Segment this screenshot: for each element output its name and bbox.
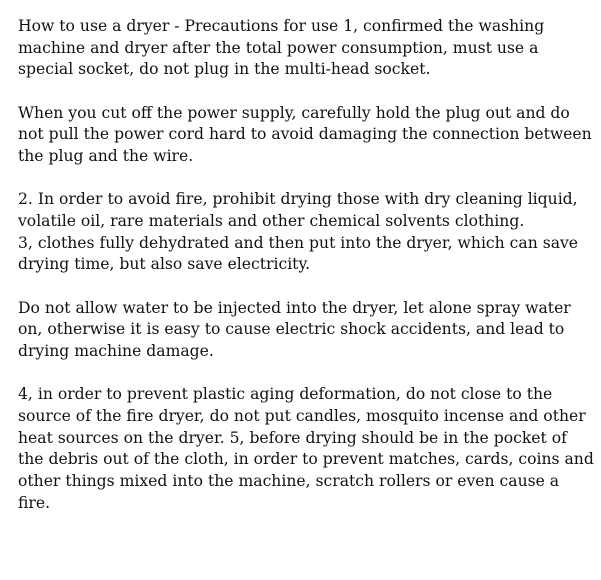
paragraph-power-supply: When you cut off the power supply, carefully hold the plug out and do not pull the power cord hard to avoid damaging the connection between the plug and the wire. [18,103,592,166]
paragraph-precaution-4-5: 4, in order to prevent plastic aging deformation, do not close to the source of the fire dryer, do not put candles, mosquito incense and other heat sources on the dryer. 5, before drying should be in the pocket of the debris out of the cloth, in order to prevent matches, cards, coins and other things mixed into the machine, scratch rollers or even cause a fire. [18,385,594,512]
paragraph-precaution-3: 3, clothes fully dehydrated and then put into the dryer, which can save drying time, but also save electricity. [18,233,579,274]
paragraph-water-warning: Do not allow water to be injected into the dryer, let alone spray water on, otherwise it is easy to cause electric shock accidents, and lead to drying machine damage. [18,298,571,360]
paragraph-precaution-2: 2. In order to avoid fire, prohibit drying those with dry cleaning liquid, volatile oil, rare materials and other chemical solvents clothing. [18,190,578,230]
document-body [18,16,594,536]
paragraph-precaution-1: How to use a dryer - Precautions for use 1, confirmed the washing machine and dryer after the total power consumption, must use a special socket, do not plug in the multi-head socket. [18,17,545,79]
